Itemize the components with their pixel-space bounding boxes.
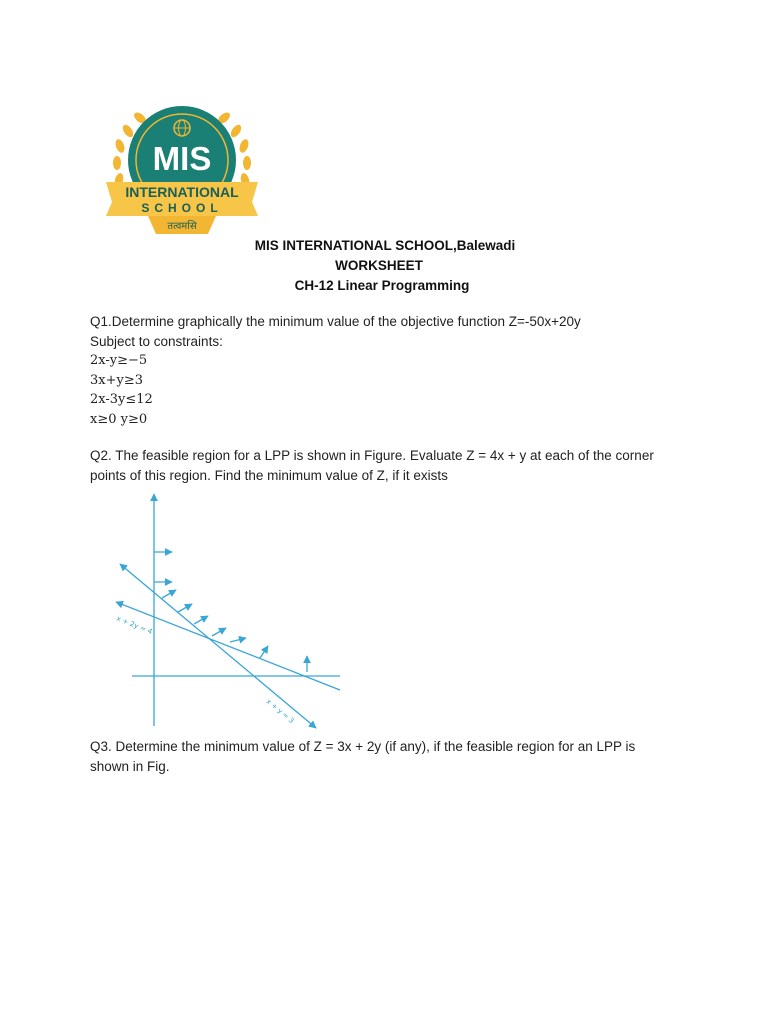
line-x-plus-2y-eq-4 (116, 602, 340, 690)
worksheet-header (0, 236, 768, 296)
region-arrow (260, 646, 268, 658)
q2-block (90, 446, 654, 485)
chapter-title: CH-12 Linear Programming (294, 278, 470, 293)
school-name: MIS INTERNATIONAL SCHOOL,Balewadi (254, 238, 516, 253)
q2-question-line2: points of this region. Find the minimum value of Z, if it exists (90, 467, 448, 483)
logo-ribbon-line2: SCHOOL (141, 201, 223, 215)
q1-constraint: 3x+y≥3 (90, 372, 144, 388)
q1-constraint: x≥0 y≥0 (90, 411, 148, 427)
q1-question: Q1.Determine graphically the minimum value of the objective function Z=-50x+20y (90, 314, 581, 329)
label-x-plus-2y-eq-4: x + 2y = 4 (115, 614, 154, 637)
logo-mis-text: MIS (152, 140, 212, 177)
school-logo (104, 98, 260, 238)
region-arrow (230, 638, 246, 642)
q3-block (90, 737, 635, 776)
label-x-plus-y-eq-3: x + y = 3 (264, 697, 296, 725)
region-arrow (162, 590, 176, 598)
worksheet-title: WORKSHEET (335, 258, 423, 273)
q3-question-line1: Q3. Determine the minimum value of Z = 3x + 2y (if any), if the feasible region for an LPP is (90, 739, 636, 754)
logo-ribbon-line1: INTERNATIONAL (125, 184, 239, 200)
line-x-plus-y-eq-3 (120, 564, 316, 728)
region-arrow (194, 616, 208, 624)
q1-constraint: 2x-3y≤12 (90, 392, 153, 407)
q3-question-line2: shown in Fig. (90, 758, 170, 774)
region-arrow (212, 628, 226, 636)
q1-block (90, 312, 581, 429)
q1-subject-label: Subject to constraints: (90, 333, 223, 349)
logo-motto: तत्वमसि (167, 221, 197, 232)
q2-feasible-region-figure (100, 488, 360, 733)
q1-constraint: 2x-y≥−5 (90, 353, 148, 368)
q2-question-line1: Q2. The feasible region for a LPP is shown in Figure. Evaluate Z = 4x + y at each of the corner (90, 448, 654, 463)
region-arrow (178, 604, 192, 612)
